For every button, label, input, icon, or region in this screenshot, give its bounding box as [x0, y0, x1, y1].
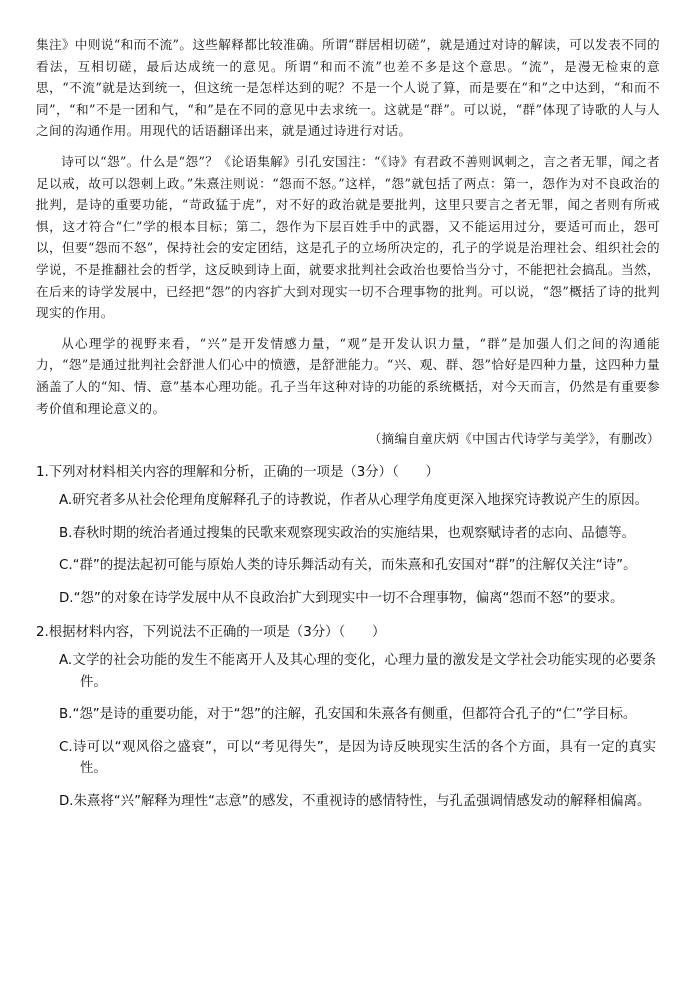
passage-paragraph-2: 诗可以“怨”。什么是“怨”？《论语集解》引孔安国注：“《诗》有君政不善则讽刺之，言之者无罪，闻之者足以戒，故可以怨刺上政。”朱熹注则说：“怨而不怒。”这样，“怨”就包括了两点：第一，怨作为对不良政治的批判，是诗的重要功能，“苛政猛于虎”，对不好的政治就是要批判，这里只要言之者无罪，闻之者则有所戒惧，这才符合“仁”学的根本目标；第二，怨作为下层百姓手中的武器，又不能运用过分，要适可而止，怨可以，但要“怨而不怒”，保持社会的安定团结，这是孔子的立场所决定的，孔子的学说是治理社会、组织社会的学说，不是推翻社会的哲学，这反映到诗上面，就要求批判社会政治也要恰当分寸，不能把社会搞乱。当然，在后来的诗学发展中，已经把“怨”的内容扩大到对现实一切不合理事物的批判。可以说，“怨”概括了诗的批判现实的作用。: [36, 153, 660, 321]
reading-passage: [36, 34, 660, 450]
passage-paragraph-3: 从心理学的视野来看，“兴”是开发情感力量，“观”是开发认识力量，“群”是加强人们之间的沟通能力，“怨”是通过批判社会舒泄人们心中的愤懑，是舒泄能力。“兴、观、群、怨”恰好是四种力量，这四种力量涵盖了人的“知、情、意”基本心理功能。孔子当年这种对诗的功能的系统概括，对今天而言，仍然是有重要参考价值和理论意义的。: [36, 335, 660, 416]
question-2-stem: 2.根据材料内容，下列说法不正确的一项是（3分）（ ）: [36, 625, 386, 641]
question-1-option-c: C.“群”的提法起初可能与原始人类的诗乐舞活动有关，而朱熹和孔安国对“群”的注解仅关注“诗”。: [59, 558, 637, 574]
question-2-option-b: B.“怨”是诗的重要功能，对于“怨”的注解，孔安国和朱熹各有侧重，但都符合孔子的“仁”学目标。: [59, 707, 637, 723]
question-1-stem: 1.下列对材料相关内容的理解和分析，正确的一项是（3分）（ ）: [36, 465, 439, 481]
question-2-option-a: A.文学的社会功能的发生不能离开人及其心理的变化，心理力量的激发是文学社会功能实现的必要条件。: [59, 653, 656, 690]
passage-paragraph-1: 集注》中则说“和而不流”。这些解释都比较准确。所谓“群居相切磋”，就是通过对诗的解读，可以发表不同的看法，互相切磋，最后达成统一的意见。所谓“和而不流”也差不多是这个意思。“流”，是漫无检束的意思，“不流”就是达到统一，但这统一是怎样达到的呢？不是一个人说了算，而是要在“和”之中达到，“和而不同”，“和”不是一团和气，“和”是在不同的意见中去求统一。这就是“群”。可以说，“群”体现了诗歌的人与人之间的沟通作用。用现代的话语翻译出来，就是通过诗进行对话。: [36, 37, 660, 139]
question-2-option-c: C.诗可以“观风俗之盛衰”，可以“考见得失”，是因为诗反映现实生活的各个方面，具有一定的真实性。: [59, 739, 656, 777]
question-1-option-d: D.“怨”的对象在诗学发展中从不良政治扩大到现实中一切不合理事物，偏离“怨而不怒”的要求。: [59, 590, 624, 606]
passage-source: （摘编自童庆炳《中国古代诗学与美学》，有删改）: [368, 431, 660, 447]
question-2: [36, 620, 660, 812]
question-1-option-b: B.春秋时期的统治者通过搜集的民歌来观察现实政治的实施结果，也观察赋诗者的志向、品德等。: [59, 525, 635, 541]
question-1: [36, 460, 660, 609]
question-2-option-d: D.朱熹将“兴”解释为理性“志意”的感发，不重视诗的感情特性，与孔孟强调情感发动的解释相偏离。: [59, 793, 651, 809]
question-1-option-a: A.研究者多从社会伦理角度解释孔子的诗教说，作者从心理学角度更深入地探究诗教说产生的原因。: [59, 493, 648, 509]
